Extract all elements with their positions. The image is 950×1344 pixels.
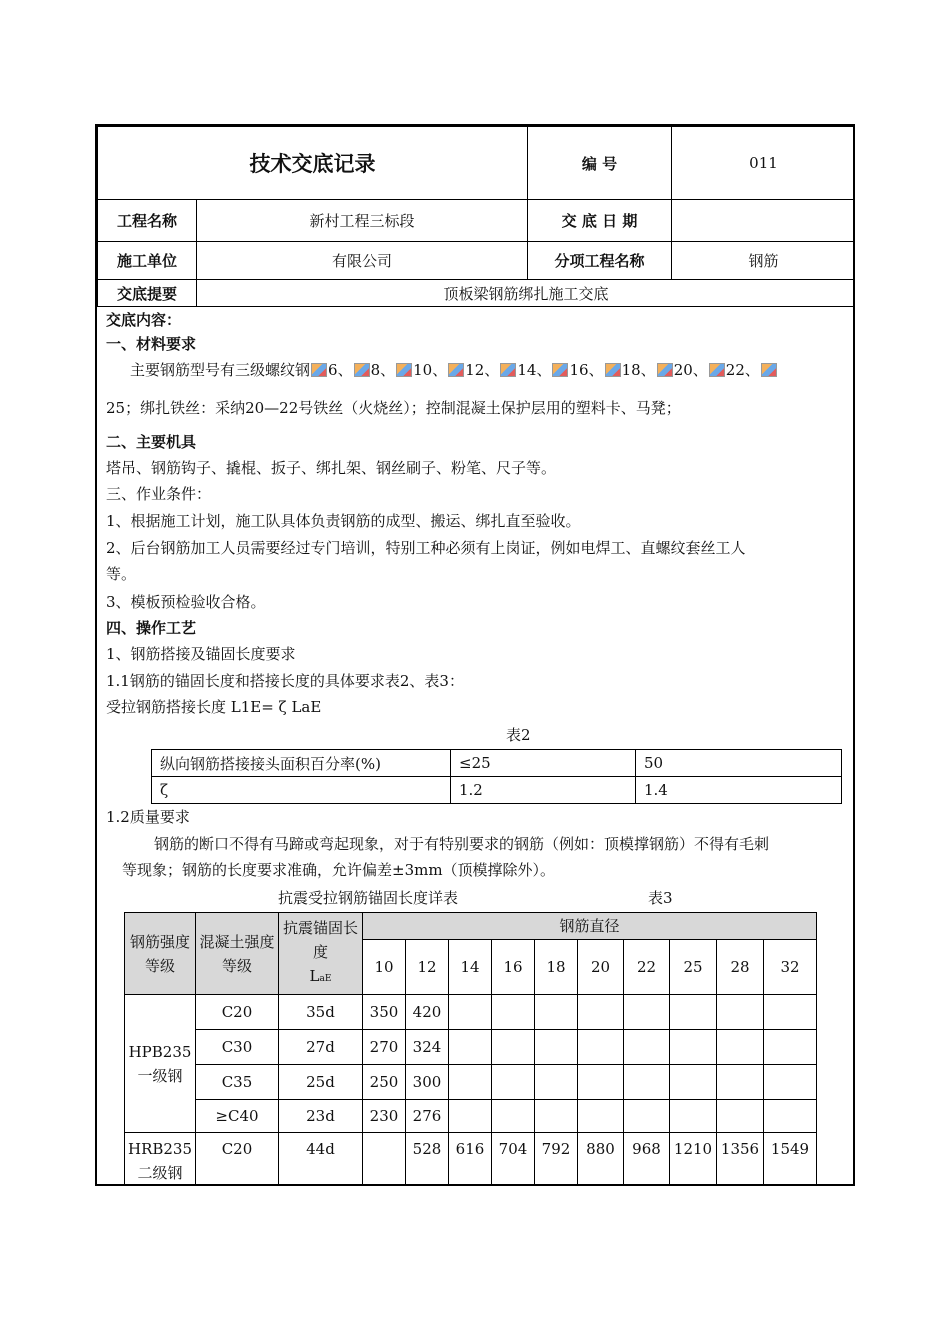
rebar-symbol-icon bbox=[396, 363, 412, 377]
anchor-value bbox=[624, 995, 670, 1030]
page-title: 技术交底记录 bbox=[98, 127, 528, 200]
anchor-value bbox=[492, 995, 535, 1030]
anchor-header-label: 抗震锚固长度 bbox=[282, 919, 358, 961]
section-tools-title: 二、主要机具 bbox=[106, 433, 197, 451]
concrete-grade: C20 bbox=[196, 995, 279, 1030]
anchor-value: 792 bbox=[535, 1133, 578, 1187]
rebar-size: 18 bbox=[621, 361, 641, 379]
concrete-grade: C35 bbox=[196, 1065, 279, 1100]
rebar-symbol-icon bbox=[605, 363, 621, 377]
anchor-value bbox=[535, 995, 578, 1030]
anchor-value: 300 bbox=[406, 1065, 449, 1100]
anchor-value bbox=[764, 1100, 817, 1133]
rebar-symbol-icon bbox=[354, 363, 370, 377]
table3-caption: 表3 bbox=[648, 889, 673, 907]
condition-3: 3、模板预检验收合格。 bbox=[106, 593, 266, 611]
summary-value: 顶板梁钢筋绑扎施工交底 bbox=[197, 280, 856, 307]
anchor-value bbox=[578, 1100, 624, 1133]
process-1-1: 1.1钢筋的锚固长度和搭接长度的具体要求表2、表3： bbox=[106, 672, 464, 690]
unit-value: 有限公司 bbox=[197, 242, 528, 280]
number-label: 编 号 bbox=[528, 127, 672, 200]
anchor-value bbox=[535, 1030, 578, 1065]
materials-paragraph bbox=[130, 360, 778, 380]
quality-paragraph: 钢筋的断口不得有马蹄或弯起现象，对于有特别要求的钢筋（例如：顶模撑钢筋）不得有毛刺 bbox=[154, 835, 770, 853]
anchor-value bbox=[449, 995, 492, 1030]
table-row bbox=[125, 1030, 817, 1065]
anchor-value bbox=[535, 1065, 578, 1100]
rebar-size: 20 bbox=[673, 361, 693, 379]
header-table bbox=[97, 126, 855, 307]
anchor-value: 968 bbox=[624, 1133, 670, 1187]
summary-label: 交底提要 bbox=[98, 280, 197, 307]
grade-label: HPB235一级钢 bbox=[125, 995, 196, 1133]
concrete-grade: C30 bbox=[196, 1030, 279, 1065]
anchor-value: 880 bbox=[578, 1133, 624, 1187]
rebar-symbol-icon bbox=[552, 363, 568, 377]
anchor-value bbox=[670, 1065, 717, 1100]
diameter-cell: 12 bbox=[406, 940, 449, 995]
rebar-size: 14 bbox=[517, 361, 537, 379]
date-value bbox=[672, 200, 856, 242]
rebar-symbol-icon bbox=[500, 363, 516, 377]
anchor-length: 23d bbox=[279, 1100, 363, 1133]
rebar-size: 16 bbox=[569, 361, 589, 379]
rebar-size: 6 bbox=[328, 361, 338, 379]
table3-title: 抗震受拉钢筋锚固长度详表 bbox=[278, 889, 459, 907]
anchor-value bbox=[670, 995, 717, 1030]
table-cell: 50 bbox=[636, 750, 842, 777]
concrete-header: 混凝土强度等级 bbox=[196, 913, 279, 995]
anchor-value bbox=[578, 1065, 624, 1100]
table-row bbox=[125, 1065, 817, 1100]
tech-disclosure-form bbox=[95, 124, 855, 1186]
rebar-symbol-icon bbox=[709, 363, 725, 377]
table2-caption: 表2 bbox=[506, 726, 531, 744]
anchor-value bbox=[492, 1065, 535, 1100]
anchor-value: 1210 bbox=[670, 1133, 717, 1187]
anchor-value bbox=[492, 1030, 535, 1065]
diameter-cell: 28 bbox=[717, 940, 764, 995]
anchor-value: 250 bbox=[363, 1065, 406, 1100]
materials-paragraph-2: 25；绑扎铁丝：采纳20—22号铁丝（火烧丝）；控制混凝土保护层用的塑料卡、马凳； bbox=[106, 399, 681, 417]
anchor-value: 324 bbox=[406, 1030, 449, 1065]
rebar-symbol-icon bbox=[761, 363, 777, 377]
anchor-value: 1549 bbox=[764, 1133, 817, 1187]
project-name-label: 工程名称 bbox=[98, 200, 197, 242]
anchor-value bbox=[624, 1065, 670, 1100]
anchor-value: 230 bbox=[363, 1100, 406, 1133]
rebar-symbol-icon bbox=[657, 363, 673, 377]
anchor-value bbox=[624, 1100, 670, 1133]
diameter-cell: 32 bbox=[764, 940, 817, 995]
content-intro: 交底内容： bbox=[106, 311, 182, 329]
diameter-header: 钢筋直径 bbox=[363, 913, 817, 940]
diameter-cell: 16 bbox=[492, 940, 535, 995]
rebar-size-list: 6、 8、 10、 12、 14、 16、 18、 20、 22、 bbox=[310, 361, 760, 379]
anchor-value bbox=[578, 1030, 624, 1065]
anchor-length: 27d bbox=[279, 1030, 363, 1065]
anchor-value: 350 bbox=[363, 995, 406, 1030]
table-row bbox=[125, 1100, 817, 1133]
table-row bbox=[125, 995, 817, 1030]
anchor-value bbox=[670, 1100, 717, 1133]
diameter-cell: 20 bbox=[578, 940, 624, 995]
materials-prefix: 主要钢筋型号有三级螺纹钢 bbox=[130, 361, 311, 379]
anchor-value: 276 bbox=[406, 1100, 449, 1133]
anchor-value bbox=[764, 1030, 817, 1065]
anchor-value bbox=[717, 1100, 764, 1133]
table-cell: ≤25 bbox=[451, 750, 636, 777]
unit-label: 施工单位 bbox=[98, 242, 197, 280]
subproject-label: 分项工程名称 bbox=[528, 242, 672, 280]
condition-2: 2、后台钢筋加工人员需要经过专门培训，特别工种必须有上岗证，例如电焊工、直螺纹套丝工人 bbox=[106, 539, 746, 557]
rebar-size: 22 bbox=[725, 361, 745, 379]
lap-length-formula: 受拉钢筋搭接长度 L1E= ζ LaE bbox=[106, 698, 322, 716]
project-name-value: 新村工程三标段 bbox=[197, 200, 528, 242]
anchor-value bbox=[764, 995, 817, 1030]
date-label: 交 底 日 期 bbox=[528, 200, 672, 242]
table-row bbox=[125, 1133, 817, 1187]
anchor-length: 25d bbox=[279, 1065, 363, 1100]
anchor-subscript: aE bbox=[319, 974, 332, 984]
anchor-value bbox=[717, 1030, 764, 1065]
subproject-value: 钢筋 bbox=[672, 242, 856, 280]
condition-1: 1、根据施工计划，施工队具体负责钢筋的成型、搬运、绑扎直至验收。 bbox=[106, 512, 581, 530]
grade-header: 钢筋强度等级 bbox=[125, 913, 196, 995]
section-materials-title: 一、材料要求 bbox=[106, 335, 197, 353]
process-1: 1、钢筋搭接及锚固长度要求 bbox=[106, 645, 296, 663]
rebar-size: 10 bbox=[413, 361, 433, 379]
table-row bbox=[152, 777, 842, 804]
anchor-value bbox=[578, 995, 624, 1030]
table-cell: 1.4 bbox=[636, 777, 842, 804]
quality-paragraph-cont: 等现象；钢筋的长度要求准确，允许偏差±3mm（顶模撑除外）。 bbox=[122, 861, 556, 879]
anchor-value: 420 bbox=[406, 995, 449, 1030]
diameter-cell: 14 bbox=[449, 940, 492, 995]
section-process-title: 四、操作工艺 bbox=[106, 619, 197, 637]
diameter-cell: 22 bbox=[624, 940, 670, 995]
concrete-grade: C20 bbox=[196, 1133, 279, 1187]
diameter-cell: 25 bbox=[670, 940, 717, 995]
concrete-grade: ≥C40 bbox=[196, 1100, 279, 1133]
table-cell: ζ bbox=[152, 777, 451, 804]
anchor-value: 704 bbox=[492, 1133, 535, 1187]
table-cell: 1.2 bbox=[451, 777, 636, 804]
anchor-value bbox=[624, 1030, 670, 1065]
anchor-value bbox=[535, 1100, 578, 1133]
section-quality-title: 1.2质量要求 bbox=[106, 808, 190, 826]
rebar-symbol-icon bbox=[448, 363, 464, 377]
anchor-value bbox=[670, 1030, 717, 1065]
table-cell: 纵向钢筋搭接接头面积百分率(%) bbox=[152, 750, 451, 777]
anchor-value bbox=[449, 1100, 492, 1133]
section-conditions-title: 三、作业条件： bbox=[106, 485, 212, 503]
table-row bbox=[152, 750, 842, 777]
anchor-value bbox=[764, 1065, 817, 1100]
lap-factor-table bbox=[151, 749, 842, 804]
rebar-size: 12 bbox=[465, 361, 485, 379]
anchor-value bbox=[449, 1030, 492, 1065]
anchor-value: 616 bbox=[449, 1133, 492, 1187]
anchor-length: 44d bbox=[279, 1133, 363, 1187]
grade-label: HRB235二级钢 bbox=[125, 1133, 196, 1187]
anchor-header bbox=[279, 913, 363, 995]
diameter-cell: 10 bbox=[363, 940, 406, 995]
anchor-value bbox=[449, 1065, 492, 1100]
anchorage-length-table bbox=[124, 912, 817, 1186]
rebar-symbol-icon bbox=[311, 363, 327, 377]
number-value: 011 bbox=[672, 127, 856, 200]
tools-text: 塔吊、钢筋钩子、撬棍、扳子、绑扎架、钢丝刷子、粉笔、尺子等。 bbox=[106, 459, 557, 477]
condition-2-cont: 等。 bbox=[106, 565, 137, 583]
anchor-value bbox=[717, 995, 764, 1030]
anchor-length: 35d bbox=[279, 995, 363, 1030]
rebar-size: 8 bbox=[370, 361, 381, 379]
diameter-cell: 18 bbox=[535, 940, 578, 995]
anchor-symbol: L bbox=[309, 967, 320, 985]
anchor-value: 1356 bbox=[717, 1133, 764, 1187]
anchor-value bbox=[492, 1100, 535, 1133]
anchor-value: 528 bbox=[406, 1133, 449, 1187]
anchor-value bbox=[363, 1133, 406, 1187]
anchor-value bbox=[717, 1065, 764, 1100]
anchor-value: 270 bbox=[363, 1030, 406, 1065]
